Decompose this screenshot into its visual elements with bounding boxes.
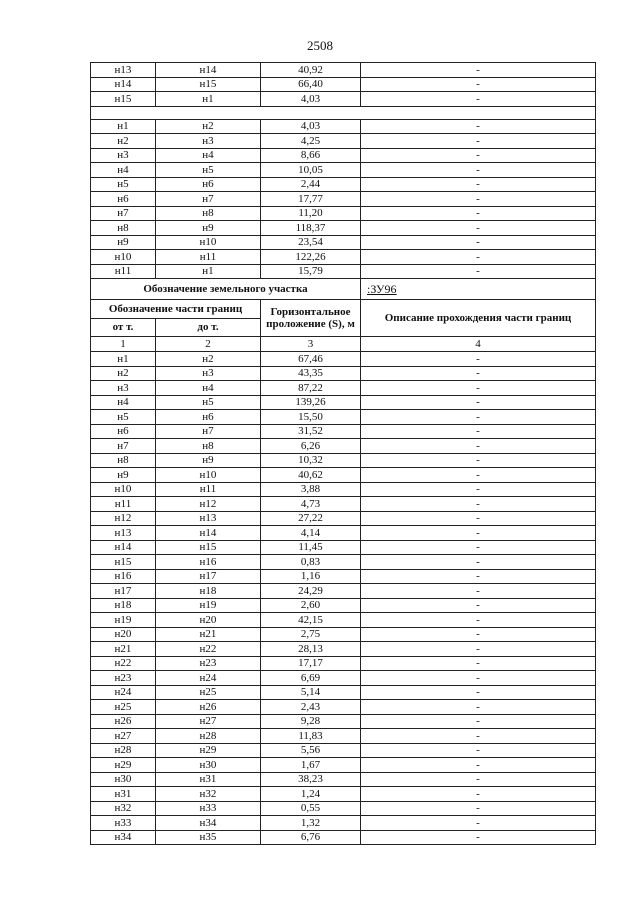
table-row — [91, 540, 596, 555]
from-point: н21 — [91, 642, 156, 657]
table-row — [91, 424, 596, 439]
mid-rows — [91, 119, 596, 279]
description-value: - — [361, 453, 596, 468]
distance-value: 67,46 — [261, 352, 361, 367]
from-point: н9 — [91, 235, 156, 250]
distance-value: 1,24 — [261, 787, 361, 802]
from-point: н22 — [91, 656, 156, 671]
distance-value: 87,22 — [261, 381, 361, 396]
to-point: н4 — [156, 381, 261, 396]
description-value: - — [361, 627, 596, 642]
to-point: н35 — [156, 830, 261, 845]
distance-value: 9,28 — [261, 714, 361, 729]
table-row — [91, 366, 596, 381]
to-point: н23 — [156, 656, 261, 671]
table-row — [91, 134, 596, 149]
description-value: - — [361, 584, 596, 599]
table-row — [91, 555, 596, 570]
distance-value: 0,83 — [261, 555, 361, 570]
distance-value: 66,40 — [261, 77, 361, 92]
table-row — [91, 148, 596, 163]
from-point: н19 — [91, 613, 156, 628]
from-point: н15 — [91, 555, 156, 570]
to-point: н2 — [156, 352, 261, 367]
to-point: н8 — [156, 439, 261, 454]
distance-value: 139,26 — [261, 395, 361, 410]
description-value: - — [361, 511, 596, 526]
to-point: н31 — [156, 772, 261, 787]
description-value: - — [361, 77, 596, 92]
table-row — [91, 569, 596, 584]
top-rows — [91, 63, 596, 107]
description-value: - — [361, 439, 596, 454]
distance-value: 17,77 — [261, 192, 361, 207]
header-row-1 — [91, 300, 596, 319]
from-point: н13 — [91, 526, 156, 541]
description-value: - — [361, 177, 596, 192]
table-row — [91, 264, 596, 279]
distance-value: 4,03 — [261, 92, 361, 107]
description-value: - — [361, 671, 596, 686]
col-number: 3 — [261, 337, 361, 352]
to-point: н14 — [156, 63, 261, 78]
from-point: н11 — [91, 264, 156, 279]
distance-value: 2,75 — [261, 627, 361, 642]
from-point: н8 — [91, 221, 156, 236]
description-value: - — [361, 410, 596, 425]
distance-value: 43,35 — [261, 366, 361, 381]
to-point: н30 — [156, 758, 261, 773]
to-point: н7 — [156, 192, 261, 207]
description-value: - — [361, 395, 596, 410]
distance-value: 11,20 — [261, 206, 361, 221]
table-row — [91, 729, 596, 744]
to-point: н32 — [156, 787, 261, 802]
from-point: н1 — [91, 119, 156, 134]
distance-value: 4,73 — [261, 497, 361, 512]
distance-value: 6,76 — [261, 830, 361, 845]
distance-value: 11,45 — [261, 540, 361, 555]
section-row — [91, 279, 596, 300]
distance-value: 38,23 — [261, 772, 361, 787]
from-point: н28 — [91, 743, 156, 758]
description-value: - — [361, 700, 596, 715]
to-point: н15 — [156, 540, 261, 555]
description-value: - — [361, 134, 596, 149]
to-point: н10 — [156, 235, 261, 250]
distance-value: 23,54 — [261, 235, 361, 250]
column-numbers-row — [91, 337, 596, 352]
from-point: н10 — [91, 250, 156, 265]
description-value: - — [361, 221, 596, 236]
description-value: - — [361, 642, 596, 657]
table-row — [91, 627, 596, 642]
from-point: н26 — [91, 714, 156, 729]
distance-value: 4,25 — [261, 134, 361, 149]
description-value: - — [361, 656, 596, 671]
table-row — [91, 598, 596, 613]
from-header: от т. — [91, 318, 156, 337]
table-row — [91, 758, 596, 773]
from-point: н34 — [91, 830, 156, 845]
description-value: - — [361, 235, 596, 250]
description-value: - — [361, 352, 596, 367]
section-label: Обозначение земельного участка — [91, 279, 361, 300]
table-row — [91, 787, 596, 802]
from-point: н5 — [91, 410, 156, 425]
to-header: до т. — [156, 318, 261, 337]
from-point: н29 — [91, 758, 156, 773]
table-row — [91, 830, 596, 845]
to-point: н9 — [156, 221, 261, 236]
gap-row-group — [91, 106, 596, 119]
table-row — [91, 613, 596, 628]
table-row — [91, 250, 596, 265]
to-point: н10 — [156, 468, 261, 483]
table-row — [91, 192, 596, 207]
description-value: - — [361, 729, 596, 744]
description-value: - — [361, 613, 596, 628]
to-point: н22 — [156, 642, 261, 657]
from-point: н3 — [91, 148, 156, 163]
table-row — [91, 468, 596, 483]
description-value: - — [361, 119, 596, 134]
to-point: н13 — [156, 511, 261, 526]
boundary-table — [90, 62, 596, 845]
table-row — [91, 352, 596, 367]
table-row — [91, 714, 596, 729]
distance-value: 28,13 — [261, 642, 361, 657]
to-point: н11 — [156, 482, 261, 497]
table-row — [91, 92, 596, 107]
to-point: н28 — [156, 729, 261, 744]
table-row — [91, 671, 596, 686]
to-point: н29 — [156, 743, 261, 758]
from-point: н17 — [91, 584, 156, 599]
distance-value: 6,26 — [261, 439, 361, 454]
table-row — [91, 656, 596, 671]
boundary-table-container — [90, 62, 595, 845]
distance-value: 1,32 — [261, 816, 361, 831]
table-row — [91, 497, 596, 512]
table-row — [91, 77, 596, 92]
to-point: н17 — [156, 569, 261, 584]
to-point: н3 — [156, 366, 261, 381]
description-value: - — [361, 801, 596, 816]
col-number: 1 — [91, 337, 156, 352]
to-point: н27 — [156, 714, 261, 729]
from-point: н16 — [91, 569, 156, 584]
distance-value: 8,66 — [261, 148, 361, 163]
distance-header: Горизонтальное проложение (S), м — [261, 300, 361, 337]
description-value: - — [361, 758, 596, 773]
to-point: н18 — [156, 584, 261, 599]
to-point: н11 — [156, 250, 261, 265]
table-row — [91, 584, 596, 599]
description-value: - — [361, 250, 596, 265]
from-point: н14 — [91, 77, 156, 92]
col-number: 4 — [361, 337, 596, 352]
table-row — [91, 206, 596, 221]
from-point: н33 — [91, 816, 156, 831]
description-value: - — [361, 540, 596, 555]
to-point: н3 — [156, 134, 261, 149]
to-point: н6 — [156, 410, 261, 425]
from-point: н23 — [91, 671, 156, 686]
distance-value: 118,37 — [261, 221, 361, 236]
to-point: н21 — [156, 627, 261, 642]
description-value: - — [361, 206, 596, 221]
gap-cell — [91, 106, 596, 119]
description-value: - — [361, 816, 596, 831]
from-point: н13 — [91, 63, 156, 78]
distance-value: 5,14 — [261, 685, 361, 700]
distance-value: 6,69 — [261, 671, 361, 686]
distance-value: 0,55 — [261, 801, 361, 816]
from-point: н24 — [91, 685, 156, 700]
from-point: н6 — [91, 192, 156, 207]
main-rows — [91, 352, 596, 845]
to-point: н12 — [156, 497, 261, 512]
distance-value: 10,32 — [261, 453, 361, 468]
distance-value: 2,43 — [261, 700, 361, 715]
table-row — [91, 453, 596, 468]
to-point: н5 — [156, 163, 261, 178]
from-point: н2 — [91, 134, 156, 149]
table-row — [91, 526, 596, 541]
table-row — [91, 63, 596, 78]
description-value: - — [361, 569, 596, 584]
part-label-header: Обозначение части границ — [91, 300, 261, 319]
to-point: н25 — [156, 685, 261, 700]
distance-value: 40,62 — [261, 468, 361, 483]
distance-value: 4,14 — [261, 526, 361, 541]
to-point: н33 — [156, 801, 261, 816]
from-point: н7 — [91, 206, 156, 221]
to-point: н1 — [156, 264, 261, 279]
distance-value: 5,56 — [261, 743, 361, 758]
from-point: н18 — [91, 598, 156, 613]
distance-value: 1,16 — [261, 569, 361, 584]
from-point: н11 — [91, 497, 156, 512]
to-point: н4 — [156, 148, 261, 163]
section-code: :ЗУ96 — [361, 279, 596, 300]
from-point: н4 — [91, 163, 156, 178]
to-point: н34 — [156, 816, 261, 831]
table-row — [91, 801, 596, 816]
table-row — [91, 816, 596, 831]
table-row — [91, 642, 596, 657]
from-point: н2 — [91, 366, 156, 381]
description-value: - — [361, 482, 596, 497]
from-point: н31 — [91, 787, 156, 802]
from-point: н1 — [91, 352, 156, 367]
description-value: - — [361, 63, 596, 78]
from-point: н32 — [91, 801, 156, 816]
table-row — [91, 772, 596, 787]
from-point: н12 — [91, 511, 156, 526]
description-value: - — [361, 598, 596, 613]
description-value: - — [361, 526, 596, 541]
description-value: - — [361, 685, 596, 700]
distance-value: 11,83 — [261, 729, 361, 744]
description-value: - — [361, 264, 596, 279]
from-point: н30 — [91, 772, 156, 787]
table-row — [91, 395, 596, 410]
table-row — [91, 743, 596, 758]
table-row — [91, 700, 596, 715]
from-point: н25 — [91, 700, 156, 715]
table-row — [91, 119, 596, 134]
distance-value: 1,67 — [261, 758, 361, 773]
distance-value: 27,22 — [261, 511, 361, 526]
from-point: н7 — [91, 439, 156, 454]
from-point: н14 — [91, 540, 156, 555]
from-point: н15 — [91, 92, 156, 107]
to-point: н7 — [156, 424, 261, 439]
distance-value: 15,79 — [261, 264, 361, 279]
from-point: н27 — [91, 729, 156, 744]
table-row — [91, 511, 596, 526]
description-value: - — [361, 192, 596, 207]
table-row — [91, 381, 596, 396]
distance-value: 2,44 — [261, 177, 361, 192]
distance-value: 15,50 — [261, 410, 361, 425]
distance-value: 4,03 — [261, 119, 361, 134]
description-value: - — [361, 772, 596, 787]
from-point: н6 — [91, 424, 156, 439]
distance-value: 17,17 — [261, 656, 361, 671]
description-value: - — [361, 148, 596, 163]
description-value: - — [361, 92, 596, 107]
table-row — [91, 439, 596, 454]
distance-value: 2,60 — [261, 598, 361, 613]
description-value: - — [361, 497, 596, 512]
from-point: н8 — [91, 453, 156, 468]
table-row — [91, 163, 596, 178]
description-value: - — [361, 743, 596, 758]
to-point: н8 — [156, 206, 261, 221]
description-header: Описание прохождения части границ — [361, 300, 596, 337]
to-point: н5 — [156, 395, 261, 410]
to-point: н15 — [156, 77, 261, 92]
description-value: - — [361, 424, 596, 439]
to-point: н16 — [156, 555, 261, 570]
page-number: 2508 — [307, 38, 333, 53]
to-point: н24 — [156, 671, 261, 686]
distance-value: 10,05 — [261, 163, 361, 178]
table-row — [91, 235, 596, 250]
to-point: н6 — [156, 177, 261, 192]
table-row — [91, 482, 596, 497]
table-row — [91, 177, 596, 192]
to-point: н9 — [156, 453, 261, 468]
to-point: н14 — [156, 526, 261, 541]
description-value: - — [361, 555, 596, 570]
from-point: н5 — [91, 177, 156, 192]
distance-value: 122,26 — [261, 250, 361, 265]
description-value: - — [361, 830, 596, 845]
description-value: - — [361, 381, 596, 396]
distance-value: 40,92 — [261, 63, 361, 78]
distance-value: 24,29 — [261, 584, 361, 599]
to-point: н2 — [156, 119, 261, 134]
from-point: н4 — [91, 395, 156, 410]
to-point: н26 — [156, 700, 261, 715]
col-number: 2 — [156, 337, 261, 352]
from-point: н10 — [91, 482, 156, 497]
table-row — [91, 410, 596, 425]
distance-value: 31,52 — [261, 424, 361, 439]
to-point: н20 — [156, 613, 261, 628]
description-value: - — [361, 787, 596, 802]
description-value: - — [361, 468, 596, 483]
description-value: - — [361, 163, 596, 178]
distance-value: 3,88 — [261, 482, 361, 497]
description-value: - — [361, 366, 596, 381]
table-row — [91, 685, 596, 700]
from-point: н9 — [91, 468, 156, 483]
from-point: н20 — [91, 627, 156, 642]
description-value: - — [361, 714, 596, 729]
section-header — [91, 279, 596, 352]
table-row — [91, 221, 596, 236]
gap-row — [91, 106, 596, 119]
to-point: н1 — [156, 92, 261, 107]
distance-value: 42,15 — [261, 613, 361, 628]
to-point: н19 — [156, 598, 261, 613]
from-point: н3 — [91, 381, 156, 396]
